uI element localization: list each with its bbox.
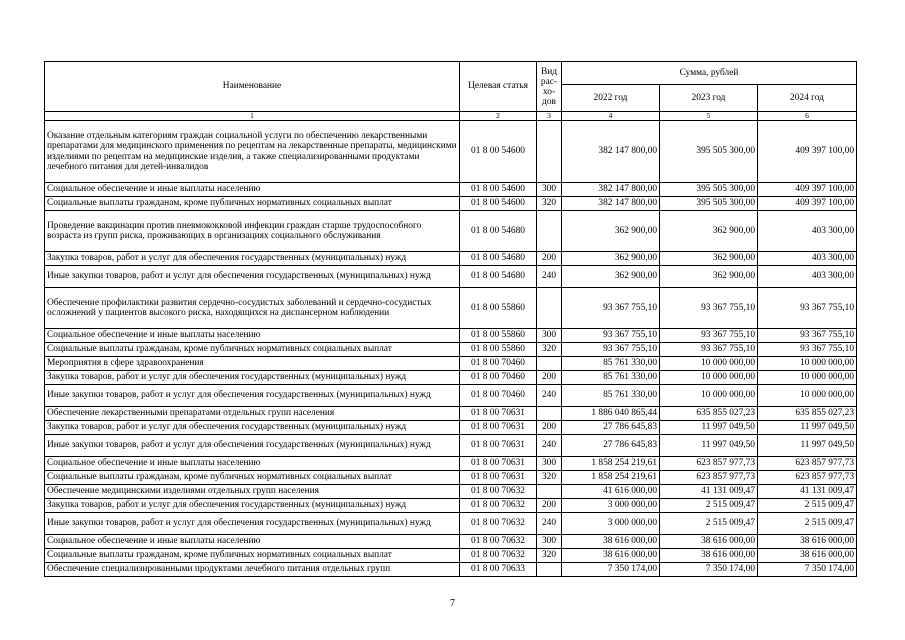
row-sum-2022: 3 000 000,00 [562,499,660,513]
row-sum-2022: 1 858 254 219,61 [562,471,660,485]
row-sum-2024: 409 397 100,00 [758,121,857,183]
row-target-article: 01 8 00 70631 [460,435,537,457]
header-2022: 2022 год [562,85,660,112]
table-row [45,471,857,485]
row-sum-2024: 93 367 755,10 [758,329,857,343]
row-sum-2022: 7 350 174,00 [562,563,660,577]
column-number: 4 [562,112,660,121]
row-expense-type: 320 [537,549,562,563]
row-sum-2023: 38 616 000,00 [660,549,758,563]
header-sum: Сумма, рублей [562,62,857,85]
row-sum-2023: 362 900,00 [660,211,758,252]
row-sum-2023: 93 367 755,10 [660,343,758,357]
row-sum-2022: 362 900,00 [562,252,660,266]
table-row [45,407,857,421]
row-target-article: 01 8 00 54600 [460,121,537,183]
row-name: Социальные выплаты гражданам, кроме публичных нормативных социальных выплат [45,549,460,563]
table-row [45,288,857,329]
row-target-article: 01 8 00 54600 [460,197,537,211]
row-expense-type: 240 [537,385,562,407]
row-name: Обеспечение специализированными продуктами лечебного питания отдельных групп [45,563,460,577]
table-row [45,252,857,266]
row-sum-2022: 85 761 330,00 [562,371,660,385]
table-row [45,421,857,435]
row-expense-type: 240 [537,435,562,457]
row-name: Социальные выплаты гражданам, кроме публичных нормативных социальных выплат [45,471,460,485]
row-target-article: 01 8 00 70460 [460,385,537,407]
row-sum-2024: 2 515 009,47 [758,513,857,535]
row-name: Оказание отдельным категориям граждан социальной услуги по обеспечению лекарственными препаратами для медицинского применения по рецептам на лекарственные препараты, медицинскими изделиями по рецептам на медицинские изделия, а также специализированными продуктами лечебного питания для детей-инвалидов [45,121,460,183]
row-sum-2024: 10 000 000,00 [758,357,857,371]
row-expense-type: 240 [537,266,562,288]
table-row [45,485,857,499]
row-name: Закупка товаров, работ и услуг для обеспечения государственных (муниципальных) нужд [45,421,460,435]
row-sum-2024: 623 857 977,73 [758,457,857,471]
row-sum-2023: 10 000 000,00 [660,385,758,407]
row-sum-2022: 27 786 645,83 [562,435,660,457]
row-name: Социальное обеспечение и иные выплаты населению [45,535,460,549]
row-name: Закупка товаров, работ и услуг для обеспечения государственных (муниципальных) нужд [45,371,460,385]
column-number: 5 [660,112,758,121]
table-row [45,457,857,471]
column-number: 3 [537,112,562,121]
row-target-article: 01 8 00 70460 [460,371,537,385]
row-sum-2024: 403 300,00 [758,266,857,288]
row-target-article: 01 8 00 70632 [460,549,537,563]
row-sum-2022: 38 616 000,00 [562,535,660,549]
row-target-article: 01 8 00 55860 [460,343,537,357]
row-target-article: 01 8 00 70631 [460,407,537,421]
row-name: Иные закупки товаров, работ и услуг для обеспечения государственных (муниципальных) нужд [45,513,460,535]
row-sum-2024: 38 616 000,00 [758,535,857,549]
row-name: Мероприятия в сфере здравоохранения [45,357,460,371]
column-number: 6 [758,112,857,121]
row-sum-2023: 395 505 300,00 [660,183,758,197]
table-row [45,266,857,288]
row-target-article: 01 8 00 54680 [460,211,537,252]
row-target-article: 01 8 00 55860 [460,288,537,329]
row-sum-2024: 7 350 174,00 [758,563,857,577]
row-sum-2024: 403 300,00 [758,252,857,266]
row-sum-2024: 41 131 009,47 [758,485,857,499]
row-target-article: 01 8 00 70633 [460,563,537,577]
table-row [45,371,857,385]
table-row [45,385,857,407]
row-sum-2024: 38 616 000,00 [758,549,857,563]
row-target-article: 01 8 00 70631 [460,421,537,435]
row-sum-2022: 38 616 000,00 [562,549,660,563]
row-sum-2023: 2 515 009,47 [660,499,758,513]
row-expense-type: 200 [537,421,562,435]
table-row [45,183,857,197]
row-sum-2023: 362 900,00 [660,266,758,288]
row-name: Проведение вакцинации против пневмококковой инфекции граждан старше трудоспособного возраста из групп риска, проживающих в организациях социального обслуживания [45,211,460,252]
row-sum-2024: 2 515 009,47 [758,499,857,513]
table-row [45,549,857,563]
row-name: Социальные выплаты гражданам, кроме публичных нормативных социальных выплат [45,197,460,211]
row-sum-2022: 93 367 755,10 [562,288,660,329]
row-sum-2024: 409 397 100,00 [758,183,857,197]
row-sum-2023: 93 367 755,10 [660,288,758,329]
table-row [45,535,857,549]
table-row [45,357,857,371]
column-number: 2 [460,112,537,121]
row-target-article: 01 8 00 70632 [460,535,537,549]
table-row [45,211,857,252]
row-expense-type: 240 [537,513,562,535]
row-name: Иные закупки товаров, работ и услуг для обеспечения государственных (муниципальных) нужд [45,266,460,288]
column-number: 1 [45,112,460,121]
row-sum-2023: 7 350 174,00 [660,563,758,577]
column-number-row [45,112,857,121]
row-sum-2024: 93 367 755,10 [758,343,857,357]
row-expense-type [537,357,562,371]
row-sum-2023: 38 616 000,00 [660,535,758,549]
row-sum-2023: 395 505 300,00 [660,197,758,211]
row-target-article: 01 8 00 54680 [460,252,537,266]
row-sum-2023: 362 900,00 [660,252,758,266]
header-2023: 2023 год [660,85,758,112]
row-name: Обеспечение лекарственными препаратами отдельных групп населения [45,407,460,421]
row-expense-type: 300 [537,457,562,471]
row-sum-2023: 623 857 977,73 [660,457,758,471]
row-name: Социальные выплаты гражданам, кроме публичных нормативных социальных выплат [45,343,460,357]
row-expense-type [537,211,562,252]
row-sum-2024: 11 997 049,50 [758,435,857,457]
row-sum-2022: 85 761 330,00 [562,357,660,371]
row-name: Обеспечение профилактики развития сердечно-сосудистых заболеваний и сердечно-сосудистых осложнений у пациентов высокого риска, находящихся на диспансерном наблюдении [45,288,460,329]
row-name: Обеспечение медицинскими изделиями отдельных групп населения [45,485,460,499]
row-name: Закупка товаров, работ и услуг для обеспечения государственных (муниципальных) нужд [45,499,460,513]
row-sum-2023: 11 997 049,50 [660,421,758,435]
row-sum-2023: 41 131 009,47 [660,485,758,499]
row-sum-2023: 10 000 000,00 [660,357,758,371]
row-sum-2022: 93 367 755,10 [562,329,660,343]
table-row [45,121,857,183]
row-expense-type: 200 [537,499,562,513]
row-sum-2024: 93 367 755,10 [758,288,857,329]
row-sum-2023: 10 000 000,00 [660,371,758,385]
header-target: Целевая статья [460,62,537,112]
row-sum-2023: 2 515 009,47 [660,513,758,535]
table-row [45,329,857,343]
row-sum-2022: 93 367 755,10 [562,343,660,357]
row-name: Иные закупки товаров, работ и услуг для обеспечения государственных (муниципальных) нужд [45,435,460,457]
row-expense-type [537,288,562,329]
header-2024: 2024 год [758,85,857,112]
row-sum-2024: 409 397 100,00 [758,197,857,211]
row-expense-type [537,121,562,183]
row-expense-type: 200 [537,252,562,266]
row-sum-2024: 10 000 000,00 [758,371,857,385]
row-target-article: 01 8 00 54680 [460,266,537,288]
row-expense-type: 300 [537,329,562,343]
row-target-article: 01 8 00 70632 [460,513,537,535]
row-expense-type: 300 [537,183,562,197]
row-sum-2024: 635 855 027,23 [758,407,857,421]
header-name: Наименование [45,62,460,112]
row-expense-type [537,485,562,499]
row-expense-type: 300 [537,535,562,549]
row-sum-2023: 395 505 300,00 [660,121,758,183]
row-expense-type: 320 [537,471,562,485]
row-sum-2022: 382 147 800,00 [562,183,660,197]
row-expense-type: 320 [537,197,562,211]
row-name: Социальное обеспечение и иные выплаты населению [45,183,460,197]
row-sum-2022: 382 147 800,00 [562,197,660,211]
row-sum-2023: 635 855 027,23 [660,407,758,421]
row-sum-2024: 10 000 000,00 [758,385,857,407]
row-target-article: 01 8 00 70632 [460,499,537,513]
row-sum-2022: 362 900,00 [562,266,660,288]
row-expense-type: 200 [537,371,562,385]
row-name: Закупка товаров, работ и услуг для обеспечения государственных (муниципальных) нужд [45,252,460,266]
row-sum-2022: 362 900,00 [562,211,660,252]
row-sum-2023: 11 997 049,50 [660,435,758,457]
table-row [45,343,857,357]
row-sum-2022: 27 786 645,83 [562,421,660,435]
row-sum-2022: 382 147 800,00 [562,121,660,183]
row-sum-2023: 93 367 755,10 [660,329,758,343]
table-row [45,513,857,535]
row-target-article: 01 8 00 70631 [460,457,537,471]
row-sum-2022: 1 858 254 219,61 [562,457,660,471]
row-expense-type: 320 [537,343,562,357]
row-name: Иные закупки товаров, работ и услуг для обеспечения государственных (муниципальных) нужд [45,385,460,407]
table-row [45,197,857,211]
table-row [45,435,857,457]
row-sum-2022: 85 761 330,00 [562,385,660,407]
row-sum-2024: 403 300,00 [758,211,857,252]
row-target-article: 01 8 00 55860 [460,329,537,343]
row-target-article: 01 8 00 70632 [460,485,537,499]
row-sum-2022: 1 886 040 865,44 [562,407,660,421]
table-row [45,499,857,513]
row-sum-2024: 623 857 977,73 [758,471,857,485]
page-number: 7 [450,598,455,609]
row-sum-2023: 623 857 977,73 [660,471,758,485]
row-target-article: 01 8 00 70460 [460,357,537,371]
table-row [45,563,857,577]
row-expense-type [537,563,562,577]
header-type: Вид рас- хо- дов [537,62,562,112]
row-name: Социальное обеспечение и иные выплаты населению [45,329,460,343]
row-sum-2022: 41 616 000,00 [562,485,660,499]
header-row-1 [45,62,857,85]
row-name: Социальное обеспечение и иные выплаты населению [45,457,460,471]
row-expense-type [537,407,562,421]
row-target-article: 01 8 00 54600 [460,183,537,197]
budget-table [44,61,857,577]
row-sum-2024: 11 997 049,50 [758,421,857,435]
row-target-article: 01 8 00 70631 [460,471,537,485]
row-sum-2022: 3 000 000,00 [562,513,660,535]
